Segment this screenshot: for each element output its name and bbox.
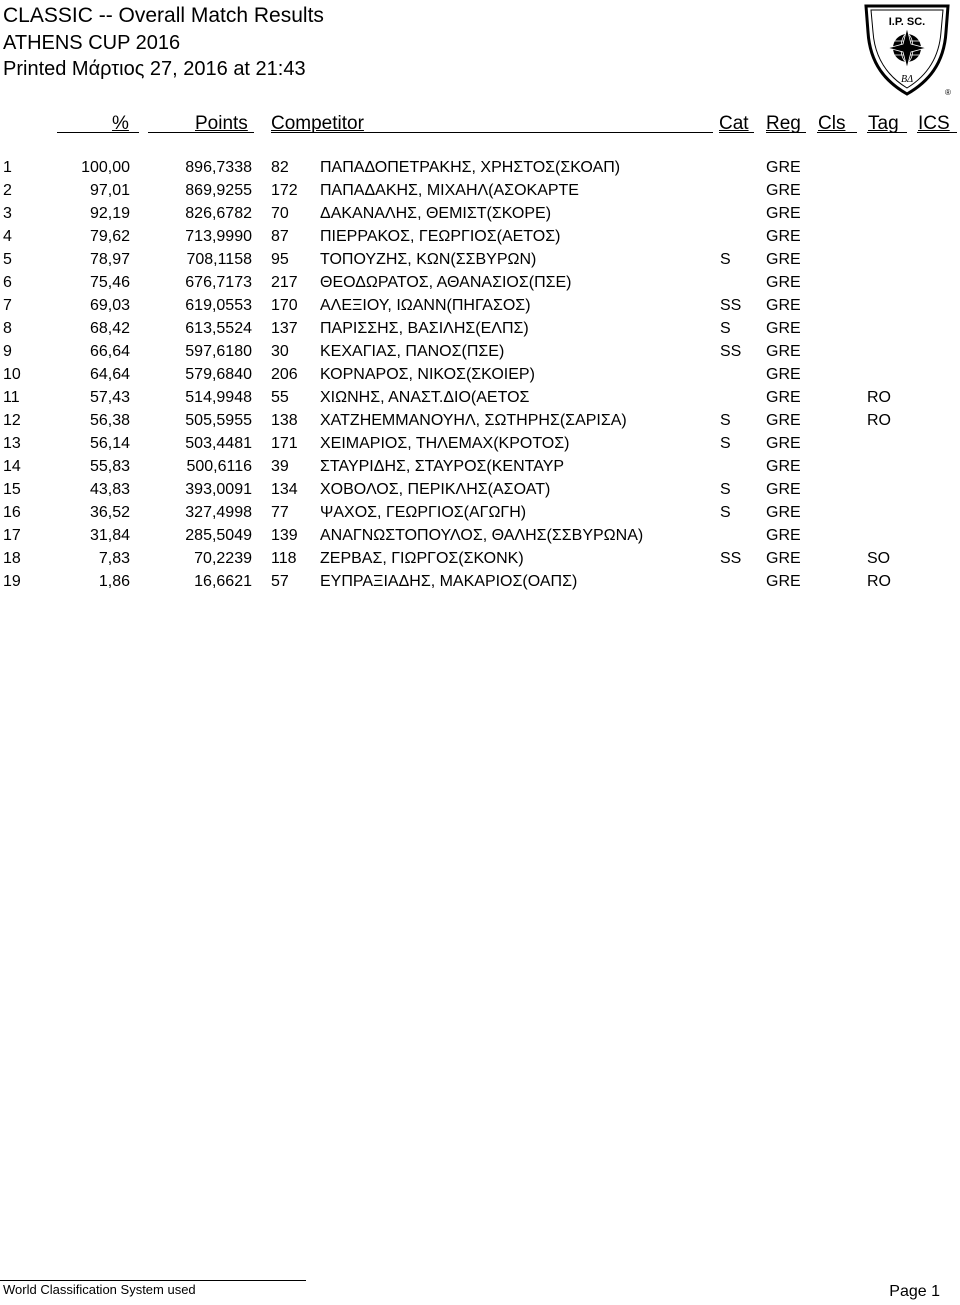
competitor-name: ΠΙΕΡΡΑΚΟΣ, ΓΕΩΡΓΙΟΣ(ΑΕΤΟΣ): [320, 228, 561, 245]
competitor-name: ΘΕΟΔΩΡΑΤΟΣ, ΑΘΑΝΑΣΙΟΣ(ΠΣΕ): [320, 274, 572, 291]
rank-cell: 13: [3, 435, 21, 452]
rank-cell: 7: [3, 297, 12, 314]
category-cell: SS: [720, 550, 742, 567]
points-cell: 285,5049: [185, 527, 252, 544]
logo-text: I.P. SC.: [888, 16, 926, 28]
page-number: Page 1: [889, 1283, 940, 1300]
points-cell: 713,9990: [185, 228, 252, 245]
competitor-number: 57: [271, 573, 289, 590]
competitor-number: 172: [271, 182, 298, 199]
competitor-name: ΑΝΑΓΝΩΣΤΟΠΟΥΛΟΣ, ΘΑΛΗΣ(ΣΣΒΥΡΩΝΑ): [320, 527, 644, 544]
competitor-number: 77: [271, 504, 289, 521]
rank-cell: 4: [3, 228, 12, 245]
rank-cell: 3: [3, 205, 12, 222]
competitor-name: ΧΙΩΝΗΣ, ΑΝΑΣΤ.ΔΙΟ(ΑΕΤΟΣ: [320, 389, 530, 406]
points-cell: 708,1158: [186, 251, 252, 268]
percent-cell: 55,83: [89, 458, 130, 475]
points-cell: 393,0091: [185, 481, 252, 498]
rank-cell: 17: [3, 527, 21, 544]
table-row: [0, 526, 960, 549]
table-row: [0, 296, 960, 319]
percent-cell: 56,14: [89, 435, 130, 452]
competitor-number: 137: [271, 320, 298, 337]
tag-cell: SO: [867, 550, 891, 567]
competitor-name: ΠΑΠΑΔΟΠΕΤΡΑΚΗΣ, ΧΡΗΣΤΟΣ(ΣΚΟΑΠ): [320, 159, 621, 176]
points-cell: 500,6116: [186, 458, 252, 475]
points-cell: 826,6782: [185, 205, 252, 222]
points-cell: 16,6621: [194, 573, 252, 590]
category-cell: S: [720, 251, 731, 268]
table-row: [0, 457, 960, 480]
table-row: [0, 388, 960, 411]
percent-cell: 64,64: [89, 366, 130, 383]
table-row: [0, 273, 960, 296]
competitor-name: ΖΕΡΒΑΣ, ΓΙΩΡΓΟΣ(ΣΚΟΝΚ): [320, 550, 524, 567]
region-cell: GRE: [766, 481, 801, 498]
rank-cell: 11: [3, 389, 20, 406]
percent-cell: 57,43: [89, 389, 130, 406]
rank-cell: 10: [3, 366, 21, 383]
match-name: ATHENS CUP 2016: [3, 32, 181, 54]
col-header-ics: ICS: [918, 113, 950, 134]
region-cell: GRE: [766, 205, 801, 222]
competitor-name: ΤΟΠΟΥΖΗΣ, ΚΩΝ(ΣΣΒΥΡΩΝ): [320, 251, 537, 268]
footer-note: World Classification System used: [3, 1282, 196, 1297]
printed-date: Printed Μάρτιος 27, 2016 at 21:43: [3, 58, 306, 80]
col-header-reg: Reg: [766, 113, 801, 134]
rank-cell: 12: [3, 412, 21, 429]
region-cell: GRE: [766, 251, 801, 268]
points-cell: 327,4998: [185, 504, 252, 521]
category-cell: S: [720, 412, 731, 429]
rank-cell: 19: [3, 573, 21, 590]
table-row: [0, 365, 960, 388]
table-row: [0, 434, 960, 457]
table-row: [0, 411, 960, 434]
rank-cell: 15: [3, 481, 21, 498]
table-row: [0, 250, 960, 273]
rank-cell: 16: [3, 504, 21, 521]
category-cell: S: [720, 320, 731, 337]
points-cell: 869,9255: [185, 182, 252, 199]
competitor-name: ΕΥΠΡΑΞΙΑΔΗΣ, ΜΑΚΑΡΙΟΣ(ΟΑΠΣ): [320, 573, 578, 590]
percent-cell: 66,64: [89, 343, 130, 360]
registered-mark: ®: [945, 88, 951, 97]
points-cell: 613,5524: [185, 320, 252, 337]
percent-cell: 1,86: [98, 573, 130, 590]
region-cell: GRE: [766, 504, 801, 521]
report-title: CLASSIC -- Overall Match Results: [3, 4, 324, 27]
table-row: [0, 572, 960, 595]
col-header-competitor: Competitor: [271, 113, 364, 134]
competitor-number: 55: [271, 389, 289, 406]
percent-cell: 78,97: [89, 251, 130, 268]
competitor-name: ΚΟΡΝΑΡΟΣ, ΝΙΚΟΣ(ΣΚΟΙΕΡ): [320, 366, 535, 383]
region-cell: GRE: [766, 343, 801, 360]
region-cell: GRE: [766, 435, 801, 452]
table-row: [0, 158, 960, 181]
rank-cell: 1: [3, 159, 12, 176]
tag-cell: RO: [867, 573, 891, 590]
col-header-points: Points: [195, 113, 248, 134]
region-cell: GRE: [766, 297, 801, 314]
competitor-name: ΠΑΡΙΣΣΗΣ, ΒΑΣΙΛΗΣ(ΕΛΠΣ): [320, 320, 529, 337]
logo-monogram: ΒΔ: [901, 74, 913, 85]
points-cell: 70,2239: [194, 550, 252, 567]
table-row: [0, 227, 960, 250]
col-header-cat: Cat: [719, 113, 749, 134]
region-cell: GRE: [766, 389, 801, 406]
region-cell: GRE: [766, 228, 801, 245]
competitor-name: ΑΛΕΞΙΟΥ, ΙΩΑΝΝ(ΠΗΓΑΣΟΣ): [320, 297, 531, 314]
competitor-name: ΧΟΒΟΛΟΣ, ΠΕΡΙΚΛΗΣ(ΑΣΟΑΤ): [320, 481, 551, 498]
rank-cell: 9: [3, 343, 12, 360]
table-row: [0, 549, 960, 572]
percent-cell: 43,83: [89, 481, 130, 498]
region-cell: GRE: [766, 320, 801, 337]
percent-cell: 75,46: [89, 274, 130, 291]
region-cell: GRE: [766, 458, 801, 475]
percent-cell: 79,62: [89, 228, 130, 245]
rank-cell: 6: [3, 274, 12, 291]
col-header-percent: %: [112, 113, 129, 134]
table-row: [0, 319, 960, 342]
rank-cell: 18: [3, 550, 21, 567]
table-row: [0, 181, 960, 204]
percent-cell: 69,03: [89, 297, 130, 314]
competitor-number: 138: [271, 412, 298, 429]
table-row: [0, 503, 960, 526]
table-row: [0, 480, 960, 503]
percent-cell: 7,83: [98, 550, 130, 567]
competitor-number: 87: [271, 228, 289, 245]
region-cell: GRE: [766, 550, 801, 567]
competitor-number: 139: [271, 527, 298, 544]
competitor-name: ΚΕΧΑΓΙΑΣ, ΠΑΝΟΣ(ΠΣΕ): [320, 343, 505, 360]
rank-cell: 8: [3, 320, 12, 337]
competitor-number: 171: [271, 435, 298, 452]
table-row: [0, 204, 960, 227]
competitor-name: ΧΕΙΜΑΡΙΟΣ, ΤΗΛΕΜΑΧ(ΚΡΟΤΟΣ): [320, 435, 570, 452]
region-cell: GRE: [766, 366, 801, 383]
competitor-number: 134: [271, 481, 298, 498]
region-cell: GRE: [766, 412, 801, 429]
competitor-number: 118: [271, 550, 297, 567]
category-cell: SS: [720, 297, 742, 314]
rank-cell: 2: [3, 182, 12, 199]
competitor-number: 217: [271, 274, 298, 291]
percent-cell: 56,38: [89, 412, 130, 429]
competitor-name: ΔΑΚΑΝΑΛΗΣ, ΘΕΜΙΣΤ(ΣΚΟΡΕ): [320, 205, 552, 222]
tag-cell: RO: [867, 389, 891, 406]
competitor-number: 95: [271, 251, 289, 268]
rank-cell: 5: [3, 251, 12, 268]
tag-cell: RO: [867, 412, 891, 429]
competitor-number: 39: [271, 458, 289, 475]
percent-cell: 100,00: [81, 159, 130, 176]
competitor-number: 206: [271, 366, 298, 383]
competitor-name: ΣΤΑΥΡΙΔΗΣ, ΣΤΑΥΡΟΣ(ΚΕΝΤΑΥΡ: [320, 458, 565, 475]
percent-cell: 31,84: [89, 527, 130, 544]
region-cell: GRE: [766, 159, 801, 176]
rank-cell: 14: [3, 458, 21, 475]
points-cell: 597,6180: [185, 343, 252, 360]
category-cell: S: [720, 481, 731, 498]
col-header-cls: Cls: [818, 113, 846, 134]
category-cell: SS: [720, 343, 742, 360]
category-cell: S: [720, 504, 731, 521]
points-cell: 619,0553: [185, 297, 252, 314]
percent-cell: 92,19: [89, 205, 130, 222]
points-cell: 579,6840: [185, 366, 252, 383]
competitor-number: 30: [271, 343, 289, 360]
percent-cell: 68,42: [89, 320, 130, 337]
competitor-name: ΨΑΧΟΣ, ΓΕΩΡΓΙΟΣ(ΑΓΩΓΗ): [320, 504, 527, 521]
percent-cell: 97,01: [89, 182, 130, 199]
competitor-number: 82: [271, 159, 289, 176]
points-cell: 676,7173: [185, 274, 252, 291]
competitor-name: ΧΑΤΖΗΕΜΜΑΝΟΥΗΛ, ΣΩΤΗΡΗΣ(ΣΑΡΙΣΑ): [320, 412, 627, 429]
col-header-tag: Tag: [868, 113, 899, 134]
competitor-number: 70: [271, 205, 289, 222]
points-cell: 505,5955: [185, 412, 252, 429]
region-cell: GRE: [766, 527, 801, 544]
footer-divider: [0, 1280, 306, 1281]
points-cell: 503,4481: [185, 435, 252, 452]
region-cell: GRE: [766, 182, 801, 199]
table-row: [0, 342, 960, 365]
points-cell: 514,9948: [185, 389, 252, 406]
percent-cell: 36,52: [89, 504, 130, 521]
category-cell: S: [720, 435, 731, 452]
ipsc-logo-icon: [858, 2, 956, 98]
competitor-name: ΠΑΠΑΔΑΚΗΣ, ΜΙΧΑΗΛ(ΑΣΟΚΑΡΤΕ: [320, 182, 579, 199]
region-cell: GRE: [766, 573, 801, 590]
points-cell: 896,7338: [185, 159, 252, 176]
region-cell: GRE: [766, 274, 801, 291]
competitor-number: 170: [271, 297, 298, 314]
